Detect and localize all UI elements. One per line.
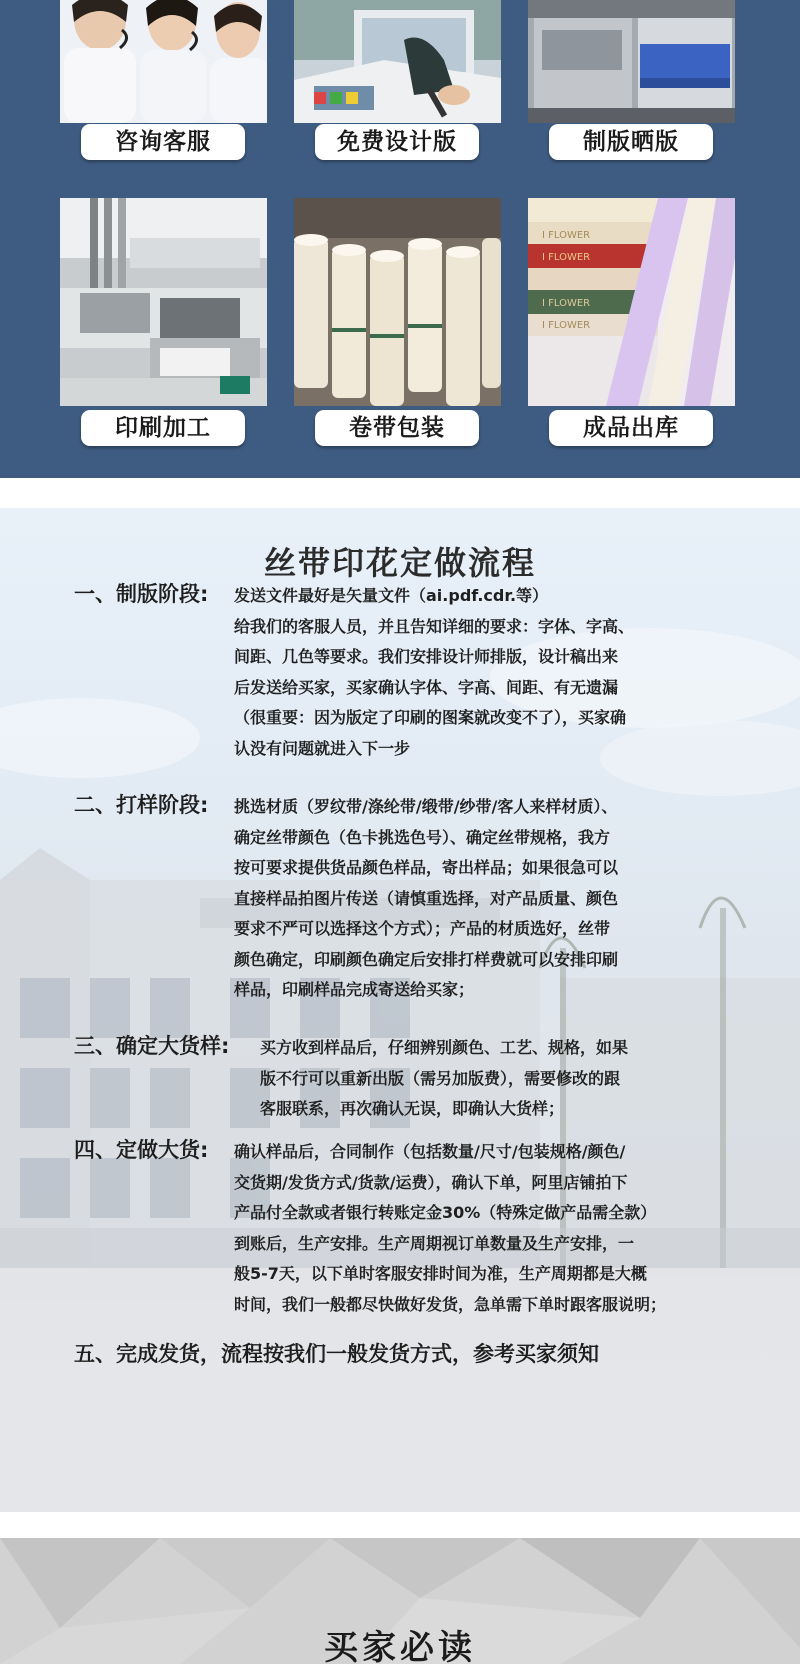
stage-text-line: 般5-7天，以下单时客服安排时间为准，生产周期都是大概 bbox=[234, 1264, 647, 1283]
design-photo bbox=[294, 0, 501, 123]
stage-label: 二、打样阶段: bbox=[74, 793, 209, 817]
stage-text-line: 到账后，生产安排。生产周期视订单数量及生产安排，一 bbox=[234, 1233, 635, 1253]
service-steps-section bbox=[0, 0, 800, 478]
stage-label: 四、定做大货: bbox=[74, 1138, 209, 1162]
plate-making-photo bbox=[528, 0, 735, 123]
stage-text-line: 买方收到样品后，仔细辨别颜色、工艺、规格，如果 bbox=[260, 1038, 629, 1057]
stage-text-line: 认没有问题就进入下一步 bbox=[234, 738, 411, 758]
stage-text-line: （很重要：因为版定了印刷的图案就改变不了），买家确 bbox=[234, 708, 627, 727]
stage-label: 五、完成发货，流程按我们一般发货方式，参考买家须知 bbox=[74, 1342, 599, 1366]
printing-machine-photo bbox=[60, 198, 267, 406]
ribbon-print-text: I FLOWER bbox=[542, 252, 591, 263]
ribbon-print-text: I FLOWER bbox=[542, 298, 591, 309]
stage-text-line: 颜色确定，印刷颜色确定后安排打样费就可以安排印刷 bbox=[234, 949, 619, 969]
step-label-finished: 成品出库 bbox=[549, 410, 713, 446]
stage-text-line: 产品付全款或者银行转账定金30%（特殊定做产品需全款） bbox=[234, 1203, 657, 1222]
stage-label: 一、制版阶段: bbox=[74, 582, 209, 606]
stage-text-line: 间距、几色等要求。我们安排设计师排版，设计稿出来 bbox=[234, 647, 619, 666]
stage-text-line: 样品，印刷样品完成寄送给买家； bbox=[234, 980, 475, 999]
buyer-notice-section bbox=[0, 1538, 800, 1664]
step-label-design: 免费设计版 bbox=[315, 124, 479, 160]
stage-text-line: 发送文件最好是矢量文件（ai.pdf.cdr.等） bbox=[234, 586, 549, 605]
step-label-rolls: 卷带包装 bbox=[315, 410, 479, 446]
stage-text-line: 客服联系，再次确认无误，即确认大货样； bbox=[260, 1099, 565, 1118]
stage-label: 三、确定大货样: bbox=[74, 1034, 230, 1058]
stage-text-line: 版不行可以重新出版（需另加版费），需要修改的跟 bbox=[260, 1068, 621, 1088]
finished-ribbons-photo bbox=[528, 198, 735, 406]
stage-text-line: 确认样品后，合同制作（包括数量/尺寸/包装规格/颜色/ bbox=[234, 1142, 626, 1161]
stage-description bbox=[260, 1033, 628, 1125]
stage-description bbox=[234, 792, 618, 1006]
stage-text-line: 后发送给买家，买家确认字体、字高、间距、有无遗漏 bbox=[234, 677, 619, 697]
stage-text-line: 要求不严可以选择这个方式）；产品的材质选好，丝带 bbox=[234, 919, 611, 938]
customization-process-section bbox=[0, 508, 800, 1512]
stage-text-line: 时间，我们一般都尽快做好发货，急单需下单时跟客服说明； bbox=[234, 1294, 667, 1314]
ribbon-print-text: I FLOWER bbox=[542, 230, 591, 241]
buyer-notice-title: 买家必读 bbox=[324, 1628, 476, 1664]
step-label-consult: 咨询客服 bbox=[81, 124, 245, 160]
step-label-plate: 制版晒版 bbox=[549, 124, 713, 160]
ribbon-print-text: I FLOWER bbox=[542, 320, 591, 331]
stage-text-line: 直接样品拍图片传送（请慎重选择，对产品质量、颜色 bbox=[234, 888, 619, 908]
stage-text-line: 确定丝带颜色（色卡挑选色号）、确定丝带规格，我方 bbox=[234, 827, 611, 847]
customer-service-photo bbox=[60, 0, 267, 123]
stage-text-line: 给我们的客服人员，并且告知详细的要求：字体、字高、 bbox=[234, 616, 635, 636]
stage-text-line: 按可要求提供货品颜色样品，寄出样品；如果很急可以 bbox=[234, 858, 619, 877]
process-title: 丝带印花定做流程 bbox=[263, 544, 536, 582]
stage-text-line: 交货期/发货方式/货款/运费），确认下单，阿里店铺拍下 bbox=[234, 1172, 628, 1192]
ribbon-rolls-photo bbox=[294, 198, 501, 406]
step-label-printing: 印刷加工 bbox=[81, 410, 245, 446]
stage-text-line: 挑选材质（罗纹带/涤纶带/缎带/纱带/客人来样材质）、 bbox=[234, 797, 618, 816]
stage-description bbox=[234, 1137, 666, 1320]
stage-description bbox=[234, 581, 634, 764]
